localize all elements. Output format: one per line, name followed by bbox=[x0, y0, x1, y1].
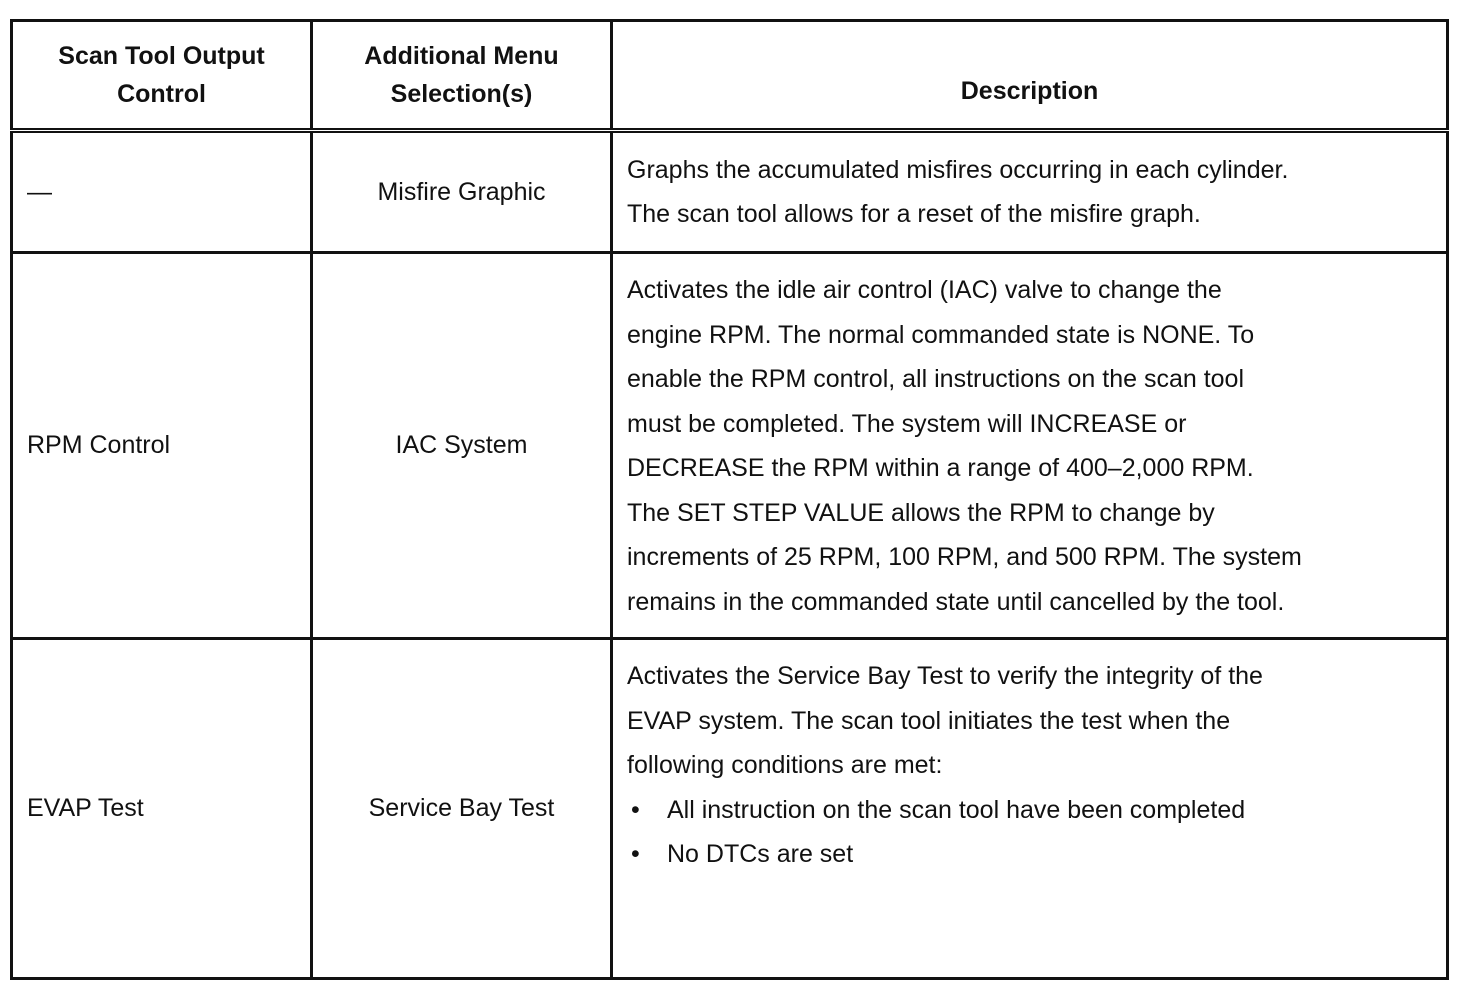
description-line: DECREASE the RPM within a range of 400–2,000 RPM. bbox=[627, 454, 1254, 482]
header-col3: Description bbox=[960, 77, 1099, 105]
list-item bbox=[627, 832, 1436, 877]
description-line: increments of 25 RPM, 100 RPM, and 500 RPM. The system bbox=[627, 543, 1302, 571]
bullet-icon: • bbox=[631, 840, 640, 868]
cell-menu-selection: Misfire Graphic bbox=[312, 131, 612, 253]
cell-description bbox=[612, 253, 1448, 639]
table-row bbox=[12, 253, 1448, 639]
conditions-list bbox=[627, 788, 1436, 877]
list-item bbox=[627, 788, 1436, 833]
cell-output-control: RPM Control bbox=[12, 253, 312, 639]
header-col2-line1: Additional Menu bbox=[364, 42, 559, 70]
bullet-icon: • bbox=[631, 795, 640, 824]
cell-menu-selection: IAC System bbox=[312, 253, 612, 639]
header-row bbox=[12, 21, 1448, 131]
description-line: EVAP system. The scan tool initiates the test when the bbox=[627, 706, 1231, 735]
header-description bbox=[612, 21, 1448, 131]
header-additional-menu-selections bbox=[312, 21, 612, 131]
description-line: must be completed. The system will INCREASE or bbox=[627, 409, 1187, 438]
cell-description bbox=[612, 131, 1448, 253]
description-line: enable the RPM control, all instructions on the scan tool bbox=[627, 365, 1245, 393]
description-line: following conditions are met: bbox=[627, 751, 943, 779]
description-line: remains in the commanded state until cancelled by the tool. bbox=[627, 587, 1285, 616]
description-line: The scan tool allows for a reset of the misfire graph. bbox=[627, 200, 1201, 228]
cell-menu-selection: Service Bay Test bbox=[312, 639, 612, 979]
description-line: The SET STEP VALUE allows the RPM to change by bbox=[627, 498, 1215, 527]
scan-tool-output-control-table bbox=[10, 19, 1449, 980]
description-line: Graphs the accumulated misfires occurring in each cylinder. bbox=[627, 155, 1289, 184]
header-scan-tool-output-control bbox=[12, 21, 312, 131]
cell-output-control: EVAP Test bbox=[12, 639, 312, 979]
header-col1-line2: Control bbox=[117, 80, 206, 108]
header-col2-line2: Selection(s) bbox=[390, 80, 533, 108]
bullet-text: All instruction on the scan tool have been completed bbox=[667, 795, 1246, 824]
table-row bbox=[12, 639, 1448, 979]
cell-output-control: — bbox=[12, 131, 312, 253]
description-line: Activates the Service Bay Test to verify the integrity of the bbox=[627, 662, 1263, 690]
table-row bbox=[12, 131, 1448, 253]
cell-description bbox=[612, 639, 1448, 979]
bullet-text: No DTCs are set bbox=[667, 840, 854, 868]
description-line: Activates the idle air control (IAC) valve to change the bbox=[627, 276, 1222, 304]
header-col1-line1: Scan Tool Output bbox=[58, 42, 265, 70]
description-line: engine RPM. The normal commanded state is NONE. To bbox=[627, 320, 1255, 349]
